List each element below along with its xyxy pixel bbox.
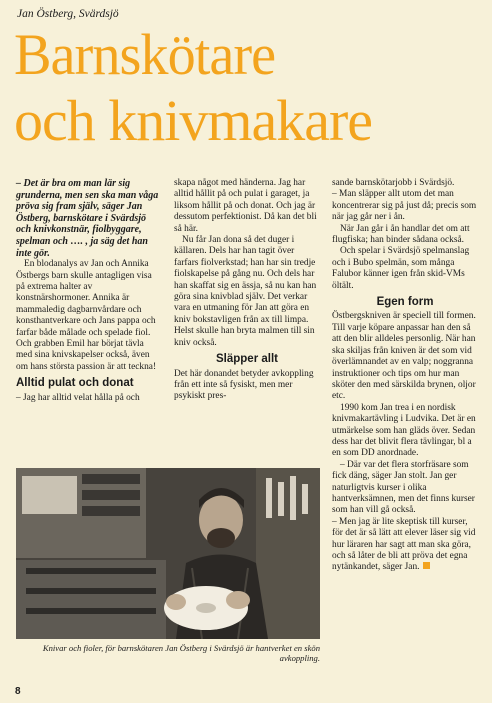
- body-paragraph: – Jag har alltid velat hålla på och: [16, 392, 140, 403]
- headline-line-2: och knivmakare: [14, 88, 373, 153]
- body-paragraph: 1990 kom Jan trea i en nordisk knivmakartävling i Ludvika. Det är en utmärkelse som han gläds över. Sedan dess har det blivit flera tävlingar, bl a en som DD anordnade.: [332, 402, 476, 459]
- headline-line-1: Barnskötare: [14, 22, 276, 87]
- body-paragraph: En blodanalys av Jan och Annika Östbergs barn skulle antagligen visa på extrema halter av konstnärshormoner. Annika är mammaledig dagbarnvårdare och konsthantverkare och Jans pappa och farfar både målade och spelade fiol. Och grabben Emil har börjat tävla med sina knivskapelser också, även om hans största passion är att teckna!: [16, 259, 157, 372]
- body-paragraph: sande barnskötarjobb i Svärdsjö.: [332, 178, 455, 188]
- workshop-photo-illustration: [16, 468, 320, 639]
- subhead-slapper-allt: Släpper allt: [216, 353, 278, 366]
- body-paragraph: Och spelar i Svärdsjö spelmanslag och i Bubo spelmän, som många Falubor känner igen från skid-VMs öltält.: [332, 246, 470, 291]
- body-paragraph: [332, 517, 478, 574]
- body-paragraph: Det här donandet betyder avkoppling från ett inte så fysiskt, men mer psykiskt pres-: [174, 368, 314, 402]
- subhead-egen-form: Egen form: [376, 296, 434, 309]
- article-column-3: [332, 178, 478, 574]
- subhead-alltid-pulat: Alltid pulat och donat: [16, 377, 134, 390]
- article-column-2: [174, 178, 320, 403]
- body-paragraph: – Där var det flera storfräsare som fick däng, säger Jan stolt. Jan ger naturligtvis kurser i olika hantverksämnen, men det finns kurser som han vill gå också.: [332, 459, 475, 516]
- page-number: 8: [15, 686, 21, 697]
- article-column-1: [16, 178, 160, 404]
- body-paragraph: När Jan går i ån handlar det om att flugfiska; han binder sådana också.: [332, 223, 470, 246]
- photo-caption: Knivar och fioler, för barnskötaren Jan Östberg i Svärdsjö är hantverket en skön avkoppling.: [42, 643, 320, 664]
- final-paragraph-text: – Men jag är lite skeptisk till kurser, för det är så lätt att elever läser sig vid hur läraren har sagt att man ska göra, och så låter de bli att pröva det egna nytänkandet, säger Jan.: [332, 516, 476, 573]
- byline: Jan Östberg, Svärdsjö: [17, 8, 119, 20]
- workshop-photo: [16, 468, 320, 639]
- body-paragraph: – Man släpper allt utom det man koncentrerar sig på just då; precis som när jag går ner i ån.: [332, 189, 477, 223]
- body-paragraph: Östbergskniven är speciell till formen. Till varje köpare anpassar han den så att den blir alldeles personlig. När han ska skiljas från kniven är det som vid överlämnandet av en valp; noggranna instruktioner och tips om hur man sköter den med särskilda brynen, oljor etc.: [332, 311, 476, 402]
- lede-paragraph: – Det är bra om man lär sig grunderna, men sen ska man våga pröva sig fram själv, säger Jan Östberg, barnskötare i Svärdsjö och knivkonstnär, fiolbyggare, spelman och …. , ja säg det han inte gör.: [16, 178, 159, 259]
- body-paragraph: Nu får Jan dona så det duger i källaren. Dels har han tagit över farfars fiolverkstad; han har sin tredje fiolskapelse på gång nu. Och dels har han skaffat sig en ässja, så nu kan han göra sina knivblad själv. Det verkar vara en utmaning för Jan att göra en kniv bokstavligen från ax till limpa. Helst skulle han bryta malmen till sin kniv också.: [174, 235, 317, 348]
- end-mark: [423, 562, 430, 569]
- body-paragraph: skapa något med händerna. Jag har alltid hållit på och pulat i garaget, ja liksom hållit på och donat. Och jag är dessutom perfektionist. Då kan det bli så här.: [174, 178, 317, 234]
